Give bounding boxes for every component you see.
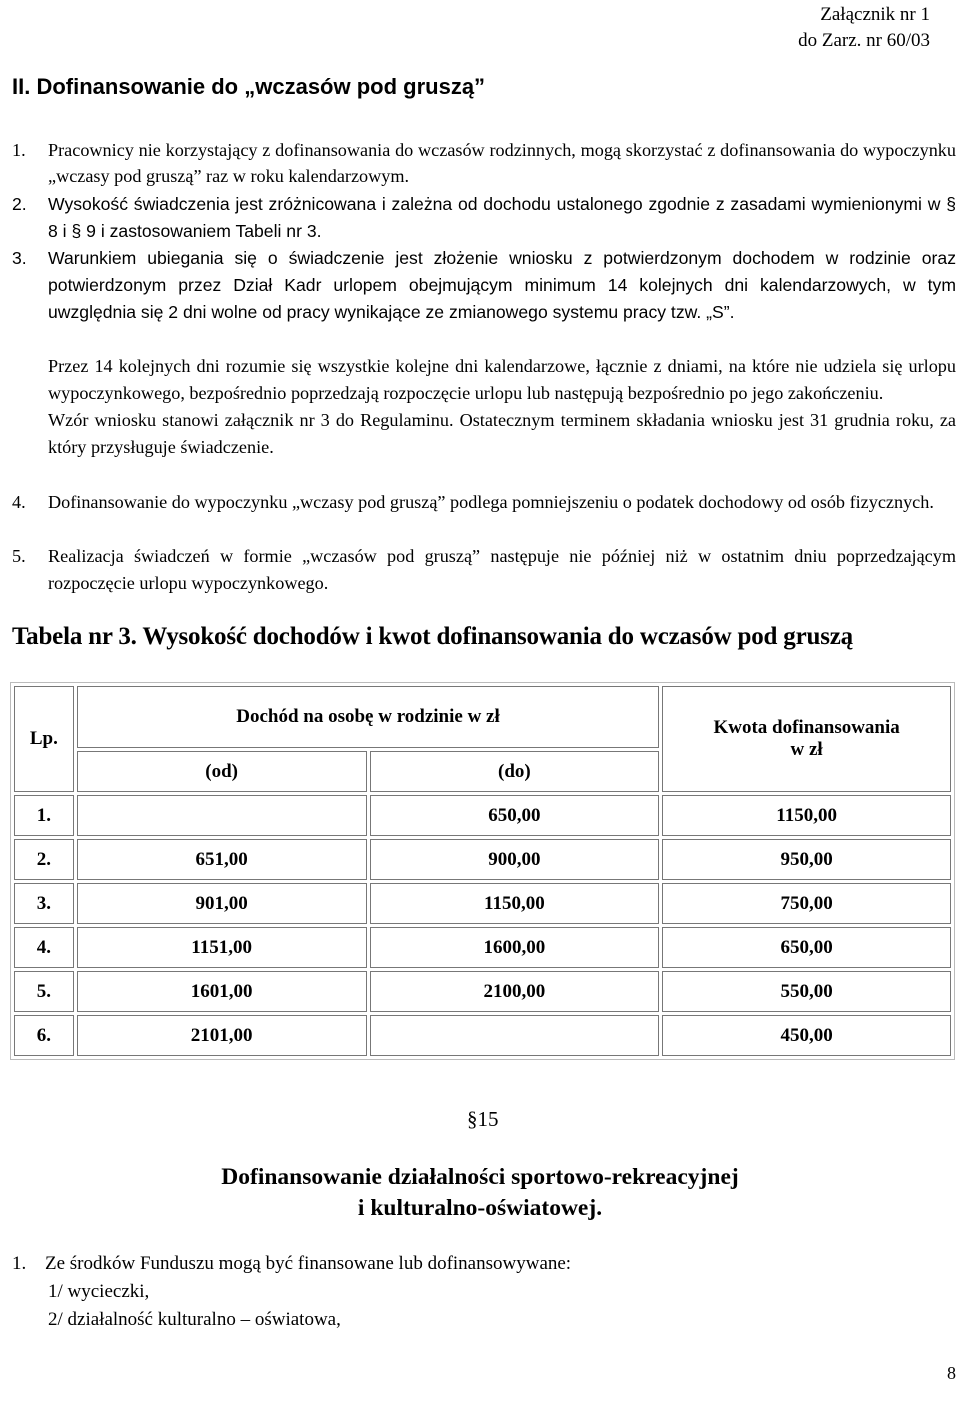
header-lp: Lp. (14, 686, 74, 792)
table-row (14, 839, 951, 880)
cell-amount: 550,00 (662, 971, 951, 1012)
cell-from: 1601,00 (77, 971, 367, 1012)
item-text: Wysokość świadczenia jest zróżnicowana i zależna od dochodu ustalonego zgodnie z zasadami wymienionymi w § 8 i § 9 i zastosowaniem Tabeli nr 3. (48, 194, 956, 241)
item-text: Warunkiem ubiegania się o świadczenie jest złożenie wniosku z potwierdzonym dochodem w rodzinie oraz potwierdzonym przez Dział Kadr urlopem obejmującym minimum 14 kolejnych dni kalendarzowych, w tym uwzględnia się 2 dni wolne od pracy wynikające ze zmianowego systemu pracy tzw. „S”. (48, 248, 956, 322)
cell-to: 1150,00 (370, 883, 660, 924)
table-row (14, 1015, 951, 1056)
header-from: (od) (77, 751, 367, 792)
section-title: II. Dofinansowanie do „wczasów pod gruszą” (12, 74, 486, 99)
cell-amount: 450,00 (662, 1015, 951, 1056)
list-item-3 (12, 245, 956, 326)
cell-amount: 750,00 (662, 883, 951, 924)
table-header-row (14, 686, 951, 748)
cell-amount: 1150,00 (662, 795, 951, 836)
cell-from: 2101,00 (77, 1015, 367, 1056)
cell-from: 651,00 (77, 839, 367, 880)
header-to: (do) (370, 751, 660, 792)
section-heading-line-1: Dofinansowanie działalności sportowo-rekreacyjnej (221, 1164, 739, 1190)
list-intro-number: 1. (12, 1253, 27, 1274)
cell-lp: 4. (14, 927, 74, 968)
cell-from: 1151,00 (77, 927, 367, 968)
cell-from: 901,00 (77, 883, 367, 924)
header-amount-line-2: w zł (790, 739, 823, 760)
list-item-4 (12, 489, 956, 516)
page-number: 8 (947, 1363, 956, 1383)
cell-from (77, 795, 367, 836)
list-item-1 (12, 137, 956, 189)
item-number: 1. (12, 140, 26, 160)
cell-lp: 5. (14, 971, 74, 1012)
cell-amount: 950,00 (662, 839, 951, 880)
list-intro (12, 1250, 571, 1278)
table-row (14, 883, 951, 924)
cell-to: 2100,00 (370, 971, 660, 1012)
header-amount-line-1: Kwota dofinansowania (713, 717, 900, 738)
table-row (14, 795, 951, 836)
item-text: Realizacja świadczeń w formie „wczasów pod gruszą” następuje nie później niż w ostatnim dniu poprzedzającym rozpoczęcie urlopu wypoczynkowego. (48, 546, 956, 593)
item-number: 3. (12, 248, 27, 268)
paragraph-number: §15 (467, 1107, 499, 1131)
annex-line-2: do Zarz. nr 60/03 (798, 30, 930, 51)
header-amount (662, 686, 951, 792)
cell-to: 650,00 (370, 795, 660, 836)
item-number: 5. (12, 546, 26, 566)
item-text: Dofinansowanie do wypoczynku „wczasy pod gruszą” podlega pomniejszeniu o podatek dochodowy od osób fizycznych. (48, 492, 934, 512)
table-row (14, 927, 951, 968)
cell-to: 1600,00 (370, 927, 660, 968)
section-heading-line-2: i kulturalno-oświatowej. (357, 1195, 603, 1221)
cell-lp: 1. (14, 795, 74, 836)
item-paragraph: Wzór wniosku stanowi załącznik nr 3 do Regulaminu. Ostatecznym terminem składania wniosku jest 31 grudnia roku, za który przysługuje świadczenie. (48, 410, 956, 457)
income-table (10, 682, 955, 1060)
list-subitem: 1/ wycieczki, (48, 1281, 150, 1302)
list-intro-text: Ze środków Funduszu mogą być finansowane lub dofinansowywane: (45, 1253, 572, 1274)
cell-amount: 650,00 (662, 927, 951, 968)
item-text: Pracownicy nie korzystający z dofinansowania do wczasów rodzinnych, mogą skorzystać z dofinansowania do wypoczynku „wczasy pod gruszą” raz w roku kalendarzowym. (48, 140, 956, 186)
cell-lp: 3. (14, 883, 74, 924)
item-number: 2. (12, 194, 27, 214)
list-subitem: 2/ działalność kulturalno – oświatowa, (48, 1309, 341, 1330)
header-income: Dochód na osobę w rodzinie w zł (77, 686, 659, 748)
section-heading (0, 1162, 960, 1224)
cell-to: 900,00 (370, 839, 660, 880)
cell-to (370, 1015, 660, 1056)
annex-line-1: Załącznik nr 1 (820, 4, 930, 25)
list-item-2 (12, 191, 956, 245)
table-row (14, 971, 951, 1012)
cell-lp: 2. (14, 839, 74, 880)
table-title: Tabela nr 3. Wysokość dochodów i kwot dofinansowania do wczasów pod gruszą (12, 623, 853, 650)
list-item-5 (12, 543, 956, 597)
list-item-3-continuation (12, 353, 956, 461)
funding-list (12, 1250, 571, 1334)
annex-reference (798, 2, 930, 54)
item-number: 4. (12, 492, 26, 512)
cell-lp: 6. (14, 1015, 74, 1056)
item-paragraph: Przez 14 kolejnych dni rozumie się wszystkie kolejne dni kalendarzowe, łącznie z dniami, na które nie udziela się urlopu wypoczynkowego, bezpośrednio poprzedzają rozpoczęcie urlopu lub następują bezpośrednio po jego zakończeniu. (48, 356, 956, 403)
